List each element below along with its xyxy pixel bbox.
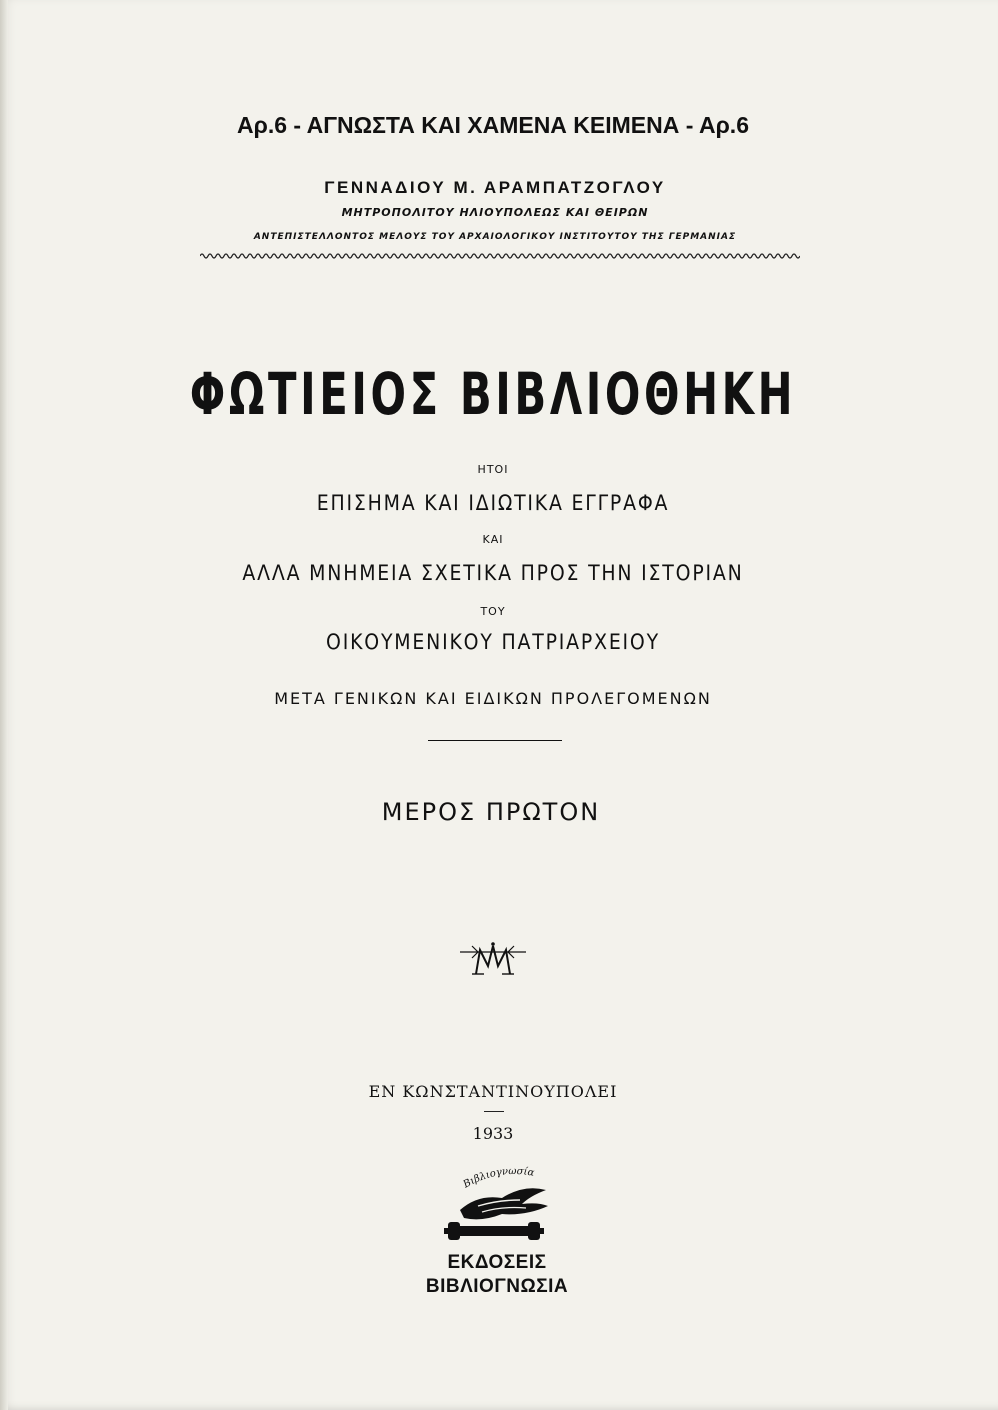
part-label: ΜΕΡΟΣ ΠΡΩΤΟΝ (381, 798, 601, 826)
monogram-ornament-icon (458, 940, 528, 976)
publication-place: ΕΝ ΚΩΝΣΤΑΝΤΙΝΟΥΠΟΛΕΙ (368, 1082, 618, 1101)
logo-text: Βιβλιογνωσία (461, 1165, 536, 1191)
conjunction-tou: ΤΟΥ (480, 605, 506, 618)
small-divider (484, 1111, 504, 1112)
prolegomena-line: ΜΕΤΑ ΓΕΝΙΚΩΝ ΚΑΙ ΕΙΔΙΚΩΝ ΠΡΟΛΕΓΟΜΕΝΩΝ (274, 689, 712, 708)
horizontal-rule (428, 740, 562, 741)
conjunction-etoi: ΗΤΟΙ (477, 463, 509, 476)
series-label: Αρ.6 - ΑΓΝΩΣΤΑ ΚΑΙ ΧΑΜΕΝΑ ΚΕΙΜΕΝΑ - Αρ.6 (237, 112, 749, 138)
subtitle-line-3: ΟΙΚΟΥΜΕΝΙΚΟΥ ΠΑΤΡΙΑΡΧΕΙΟΥ (326, 630, 660, 654)
author-name: ΓΕΝΝΑΔΙΟΥ Μ. ΑΡΑΜΠΑΤΖΟΓΛΟΥ (324, 178, 666, 197)
publisher-logo-icon (438, 1164, 558, 1246)
publication-year: 1933 (472, 1124, 514, 1143)
conjunction-kai: ΚΑΙ (482, 533, 504, 546)
wavy-divider (200, 250, 800, 262)
publisher-name-line-1: ΕΚΔΟΣΕΙΣ (447, 1252, 547, 1273)
main-title: ΦΩΤΙΕΙΟΣ ΒΙΒΛΙΟΘΗΚΗ (189, 360, 797, 428)
publisher-name-line-2: ΒΙΒΛΙΟΓΝΩΣΙΑ (425, 1276, 569, 1297)
subtitle-line-1: ΕΠΙΣΗΜΑ ΚΑΙ ΙΔΙΩΤΙΚΑ ΕΓΓΡΑΦΑ (316, 491, 670, 515)
author-title: ΜΗΤΡΟΠΟΛΙΤΟΥ ΗΛΙΟΥΠΟΛΕΩΣ ΚΑΙ ΘΕΙΡΩΝ (341, 206, 649, 219)
subtitle-line-2: ΑΛΛΑ ΜΝΗΜΕΙΑ ΣΧΕΤΙΚΑ ΠΡΟΣ ΤΗΝ ΙΣΤΟΡΙΑΝ (242, 561, 744, 585)
author-membership: ΑΝΤΕΠΙΣΤΕΛΛΟΝΤΟΣ ΜΕΛΟΥΣ ΤΟΥ ΑΡΧΑΙΟΛΟΓΙΚΟΥ ΙΝΣΤΙΤΟΥΤΟΥ ΤΗΣ ΓΕΡΜΑΝΙΑΣ (253, 232, 737, 242)
